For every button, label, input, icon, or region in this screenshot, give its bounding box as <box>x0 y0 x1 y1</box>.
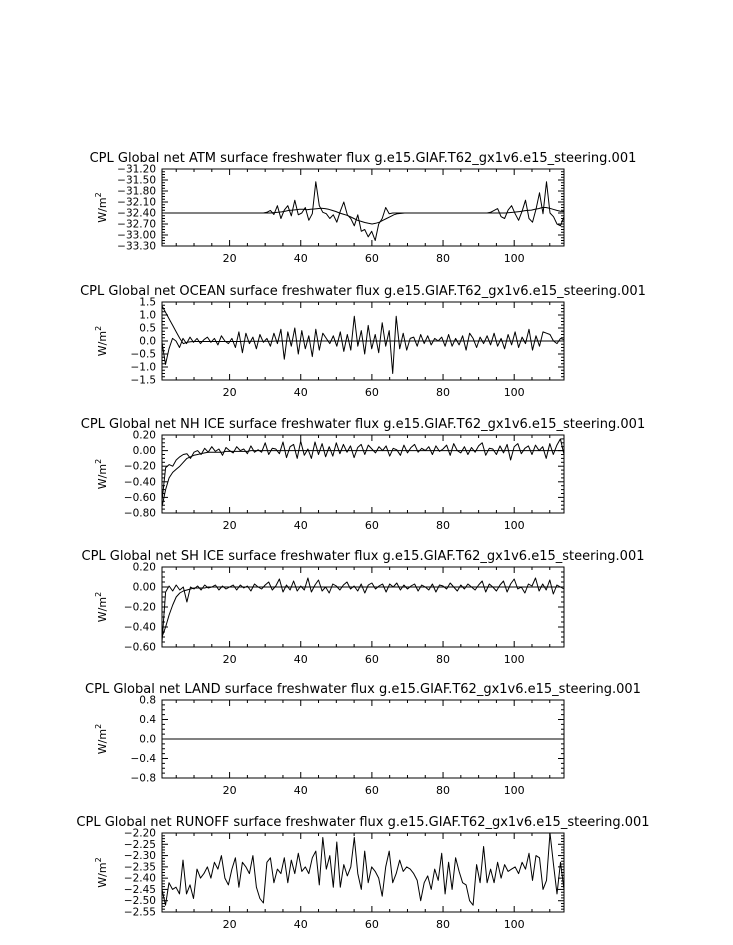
x-tick-label: 20 <box>222 252 237 265</box>
series-line-2 <box>162 208 564 225</box>
chart-panel-6 <box>76 815 649 931</box>
chart-title: CPL Global net ATM surface freshwater flux g.e15.GIAF.T62_gx1v6.e15_steering.001 <box>89 151 637 166</box>
plot-frame <box>162 169 564 246</box>
y-tick-label: −2.25 <box>123 838 156 851</box>
y-axis-label-sup: 2 <box>94 723 103 729</box>
y-axis-label <box>94 857 109 887</box>
series-line-1 <box>162 182 564 241</box>
x-tick-label: 40 <box>293 252 308 265</box>
chart-panel-4 <box>82 549 645 666</box>
y-tick-label: 0.00 <box>132 445 156 458</box>
y-tick-label: −2.20 <box>123 827 156 840</box>
x-tick-label: 20 <box>222 653 237 666</box>
y-tick-label: −0.20 <box>123 601 156 614</box>
y-tick-label: −0.40 <box>123 476 156 489</box>
y-tick-label: 0.20 <box>132 561 156 574</box>
series-line-2 <box>162 587 564 637</box>
y-axis-label-text: W/m <box>96 596 109 623</box>
x-tick-label: 80 <box>436 784 451 797</box>
chart-panel-3 <box>81 417 645 532</box>
x-tick-label: 20 <box>222 784 237 797</box>
chart-title: CPL Global net LAND surface freshwater flux g.e15.GIAF.T62_gx1v6.e15_steering.001 <box>85 682 641 697</box>
chart-panel-1 <box>90 151 637 265</box>
x-tick-label: 60 <box>364 386 379 399</box>
y-axis-label-sup: 2 <box>94 591 103 597</box>
series-line-1 <box>162 439 564 501</box>
y-tick-label: −32.10 <box>117 196 156 209</box>
chart-title: CPL Global net NH ICE surface freshwater flux g.e15.GIAF.T62_gx1v6.e15_steering.001 <box>80 417 646 432</box>
plot-frame <box>162 435 564 513</box>
y-tick-label: −0.4 <box>130 753 156 765</box>
x-tick-label: 100 <box>503 519 525 532</box>
y-tick-label: −0.60 <box>123 641 156 654</box>
y-tick-label: −33.30 <box>117 240 156 253</box>
chart-panel-2 <box>80 284 646 399</box>
y-axis-label <box>94 592 109 622</box>
y-axis-label-text: W/m <box>96 728 109 755</box>
y-axis-label-text: W/m <box>96 463 109 490</box>
series-line-1 <box>162 316 564 373</box>
series-line-2 <box>162 451 564 507</box>
chart-title: CPL Global net RUNOFF surface freshwater flux g.e15.GIAF.T62_gx1v6.e15_steering.001 <box>76 815 650 830</box>
x-tick-label: 80 <box>436 519 451 532</box>
y-tick-label: 0.8 <box>139 694 156 707</box>
y-axis-label <box>94 326 109 356</box>
x-tick-label: 60 <box>364 519 379 532</box>
y-axis-label-text: W/m <box>96 197 109 223</box>
x-tick-label: 40 <box>293 918 308 931</box>
y-tick-label: −32.40 <box>117 207 156 220</box>
x-tick-label: 40 <box>293 653 308 666</box>
y-axis-label-sup: 2 <box>94 192 103 198</box>
x-tick-label: 60 <box>364 653 379 666</box>
y-tick-label: −0.5 <box>130 348 156 361</box>
x-tick-label: 80 <box>436 918 451 931</box>
y-axis-label-text: W/m <box>96 330 109 357</box>
y-axis-label-sup: 2 <box>94 325 103 331</box>
x-tick-label: 40 <box>293 784 308 797</box>
x-tick-label: 20 <box>222 918 237 931</box>
y-tick-label: 0.4 <box>139 714 156 726</box>
y-tick-label: −0.60 <box>123 491 156 504</box>
y-tick-label: 0.0 <box>139 335 156 348</box>
y-tick-label: −31.20 <box>117 163 156 176</box>
y-tick-label: −2.35 <box>123 861 156 874</box>
y-tick-label: −0.8 <box>130 772 156 785</box>
y-tick-label: −31.80 <box>117 185 156 198</box>
y-axis-label-sup: 2 <box>94 857 103 863</box>
y-tick-label: −0.80 <box>123 507 156 520</box>
x-tick-label: 80 <box>436 653 451 666</box>
plot-frame <box>162 567 564 647</box>
y-tick-label: −2.55 <box>123 906 156 919</box>
x-tick-label: 80 <box>436 386 451 399</box>
x-tick-label: 80 <box>436 252 451 265</box>
y-axis-label <box>94 459 109 489</box>
x-tick-label: 100 <box>503 784 525 797</box>
chart-panel-5 <box>85 682 641 797</box>
x-tick-label: 100 <box>503 252 525 265</box>
y-tick-label: −32.70 <box>117 218 156 231</box>
y-tick-label: 0.20 <box>132 429 156 442</box>
y-tick-label: −1.5 <box>130 374 156 387</box>
x-tick-label: 40 <box>293 519 308 532</box>
chart-title: CPL Global net OCEAN surface freshwater flux g.e15.GIAF.T62_gx1v6.e15_steering.001 <box>80 284 646 299</box>
y-tick-label: 0.00 <box>132 581 156 594</box>
y-tick-label: −31.50 <box>117 174 156 187</box>
x-tick-label: 100 <box>503 386 525 399</box>
y-axis-label <box>94 192 109 222</box>
y-tick-label: −0.20 <box>123 460 156 473</box>
x-tick-label: 100 <box>503 653 525 666</box>
x-tick-label: 20 <box>222 386 237 399</box>
y-tick-label: −2.50 <box>123 895 156 908</box>
y-tick-label: −2.30 <box>123 850 156 863</box>
x-tick-label: 60 <box>364 784 379 797</box>
x-tick-label: 20 <box>222 519 237 532</box>
y-tick-label: 0.5 <box>139 322 156 335</box>
x-tick-label: 100 <box>503 918 525 931</box>
chart-title: CPL Global net SH ICE surface freshwater flux g.e15.GIAF.T62_gx1v6.e15_steering.001 <box>81 549 645 564</box>
series-line-1 <box>162 578 564 642</box>
y-tick-label: −1.0 <box>130 361 156 374</box>
y-tick-label: 1.5 <box>139 296 156 309</box>
y-axis-label-sup: 2 <box>94 458 103 464</box>
y-tick-label: −33.00 <box>117 229 156 242</box>
y-tick-label: 0.0 <box>139 733 156 746</box>
y-tick-label: −2.40 <box>123 872 156 885</box>
y-axis-label-text: W/m <box>96 862 109 888</box>
series-line-1 <box>162 833 564 905</box>
x-tick-label: 60 <box>364 918 379 931</box>
y-tick-label: −0.40 <box>123 621 156 634</box>
y-tick-label: −2.45 <box>123 883 156 896</box>
x-tick-label: 60 <box>364 252 379 265</box>
y-axis-label <box>94 724 109 754</box>
x-tick-label: 40 <box>293 386 308 399</box>
y-tick-label: 1.0 <box>139 309 156 322</box>
